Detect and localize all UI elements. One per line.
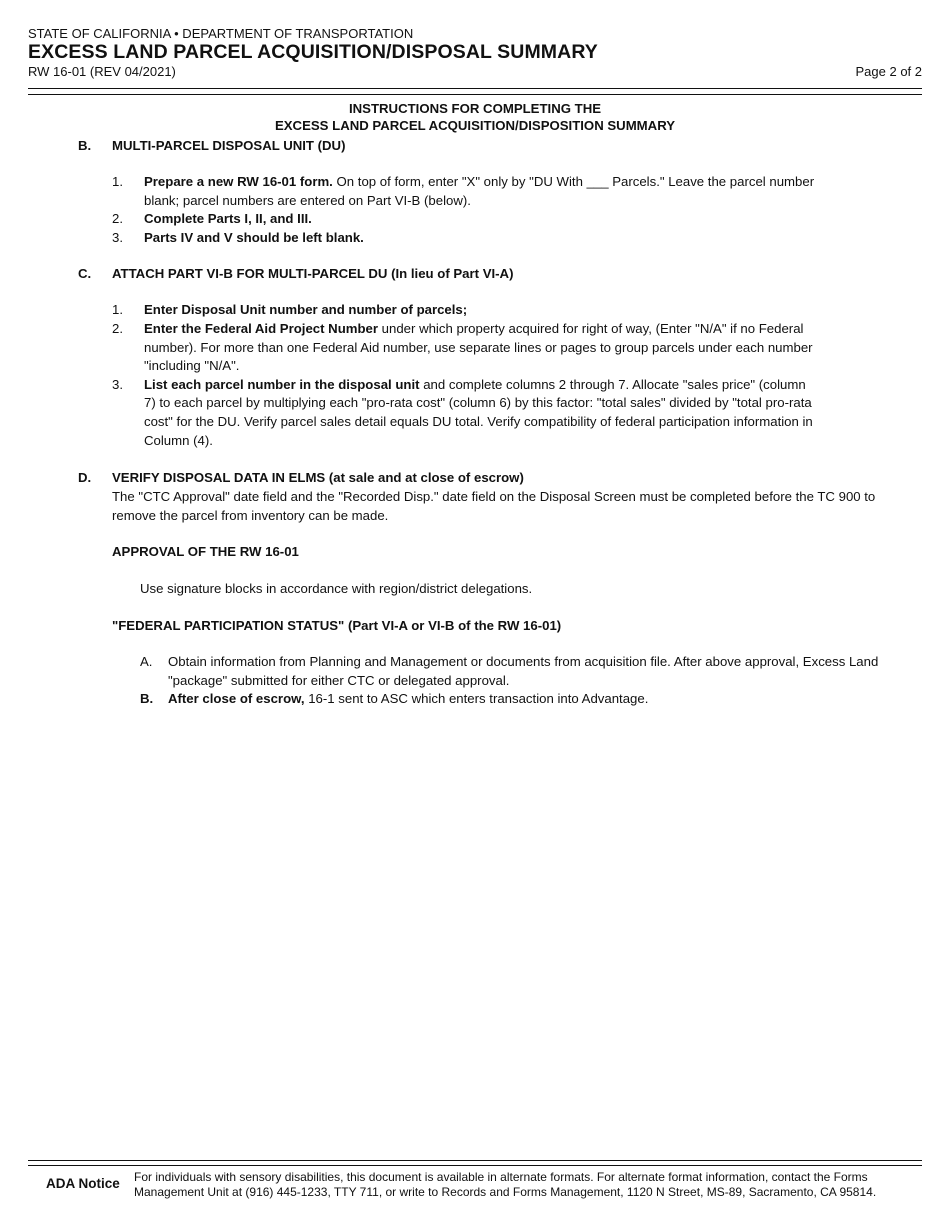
list-item: 1. Enter Disposal Unit number and number of parcels; [112, 302, 468, 318]
form-info-row [28, 63, 922, 80]
section-letter: B. [78, 138, 92, 153]
page-number: Page 2 of 2 [855, 64, 922, 79]
instructions-title-line2: EXCESS LAND PARCEL ACQUISITION/DISPOSITION SUMMARY [274, 118, 676, 133]
page-header [28, 26, 922, 80]
section-d-heading [0, 469, 950, 487]
federal-list [0, 653, 950, 709]
section-c-list [0, 301, 950, 450]
section-letter: D. [78, 470, 92, 486]
section-c-heading [0, 265, 950, 283]
ada-notice [46, 1170, 906, 1200]
ada-notice-label: ADA Notice [46, 1176, 120, 1191]
agency-name: STATE OF CALIFORNIA • DEPARTMENT OF TRANSPORTATION [28, 26, 414, 41]
section-b-heading [0, 137, 950, 155]
form-number: RW 16-01 (REV 04/2021) [28, 64, 176, 79]
section-d-body: The "CTC Approval" date field and the "Recorded Disp." date field on the Disposal Screen must be completed before the TC 900 to remove the parcel from inventory can be made. [112, 489, 876, 524]
federal-heading: "FEDERAL PARTICIPATION STATUS" (Part VI-A or VI-B of the RW 16-01) [112, 618, 562, 634]
list-item: B. After close of escrow, 16-1 sent to ASC which enters transaction into Advantage. [140, 691, 649, 707]
approval-body: Use signature blocks in accordance with region/district delegations. [140, 581, 533, 597]
footer-divider [28, 1160, 922, 1166]
instructions-title-line1: INSTRUCTIONS FOR COMPLETING THE [348, 101, 602, 116]
section-title: MULTI-PARCEL DISPOSAL UNIT (DU) [112, 138, 346, 153]
approval-heading: APPROVAL OF THE RW 16-01 [112, 544, 299, 560]
section-title: VERIFY DISPOSAL DATA IN ELMS (at sale and at close of escrow) [112, 470, 524, 486]
list-item: A. Obtain information from Planning and Management or documents from acquisition file. After above approval, Excess Land "package" submitted for either CTC or delegated approval. [140, 654, 879, 688]
form-title: EXCESS LAND PARCEL ACQUISITION/DISPOSAL SUMMARY [28, 41, 598, 63]
section-b-list [0, 173, 950, 247]
header-divider [28, 88, 922, 95]
list-item: 2. Complete Parts I, II, and III. [112, 211, 312, 227]
instructions-title [0, 100, 950, 134]
list-item: 1. Prepare a new RW 16-01 form. On top of form, enter "X" only by "DU With ___ Parcels." Leave the parcel number blank; parcel numbers are entered on Part VI-B (below). [112, 174, 815, 208]
ada-notice-text: For individuals with sensory disabilities, this document is available in alternate formats. For alternate format information, contact the Forms Management Unit at (916) 445-1233, TTY 711, or write to Records and Forms Management, 1120 N Street, MS-89, Sacramento, CA 95814. [134, 1170, 877, 1199]
list-item: 3. Parts IV and V should be left blank. [112, 229, 364, 245]
section-title: ATTACH PART VI-B FOR MULTI-PARCEL DU (In lieu of Part VI-A) [112, 266, 514, 282]
instructions-body [0, 100, 950, 709]
section-letter: C. [78, 266, 92, 282]
list-item: 3. List each parcel number in the disposal unit and complete columns 2 through 7. Allocate "sales price" (column 7) to each parcel by multiplying each "pro-rata cost" (column 6) by this factor: "total sales" divided by "total pro-rata cost" for the DU. Verify parcel sales detail equals DU total. Verify compatibility of federal participation information in Column (4). [112, 376, 813, 448]
list-item: 2. Enter the Federal Aid Project Number under which property acquired for right of way, (Enter "N/A" if no Federal number). For more than one Federal Aid number, use separate lines or pages to group parcels under each number "including "N/A". [112, 320, 813, 374]
